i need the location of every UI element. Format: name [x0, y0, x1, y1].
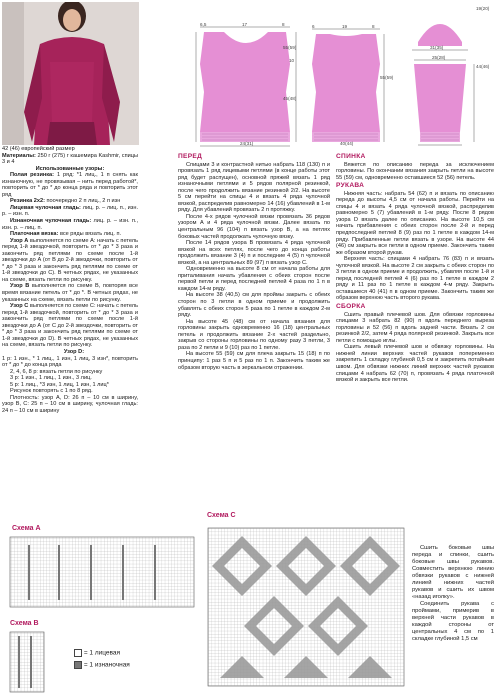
schema-b-chart [8, 630, 48, 696]
sleeve-label: 44(46) [476, 64, 490, 69]
rib-2x2: поочередно 2 п лиц., 2 п изн [46, 198, 121, 205]
assembly-text: Сшить левый плечевой шов и обвязку горловины. На нижней линии верхних частей рукавов попеременно закрепить 1 складку глубиной 0,5 см и закрепить потайным швом. Для обвязки нижних линий верхних частей рукавов спицами 4 набрать 62 (70) п, провязать 4 ряда платочной вязкой и закрыть все петли. [336, 344, 494, 384]
front-stitch-icon [74, 649, 82, 657]
front-top-label: 17 [242, 22, 248, 27]
front-text: Спицами 3 и контрастной нитью набрать 118 (130) п и провязать 1 ряд лицевыми петлями (в конце работы этот ряд будет распущен), основной пряжей вязать 1 ряд изнаночными петлями и 5 рядов полярной резинкой, после чего продолжить вязание резинкой 2/2. На высоте 5 см перейти на спицы 4 и вязать 4 ряда чулочной вязкой, распределив равномерно 14 (16) убавлений в 1-м ряду. Для убавлений провязать 2 п протяжку. [178, 161, 330, 214]
assembly-title: СБОРКА [336, 303, 366, 311]
schema-c-chart [202, 522, 408, 698]
density: Плотность: узор А, D: 26 п – 10 см в ширину, узор В, С: 25 п – 10 см в ширину, чулочная гладь: 24 п – 10 см в ширину [2, 394, 138, 414]
schema-a-title: Схема А [12, 525, 41, 532]
front-side-label: 55(59) [283, 45, 297, 50]
reverse-stockinette: лиц. р. – изн. п., изн. р. – лиц. п. [2, 218, 139, 231]
assembly-text: Сшить правый плечевой шов. Для обвязки горловины спицами 3 набрать 82 (90) п вдоль переднего выреза горловины и 52 (56) п вдоль задней части. Вязать 2 см резинкой 2/2, затем 4 ряда полярной резинкой. Закрыть все петли с помощью иглы. [336, 311, 494, 344]
assembly-text: Соединить рукава с проймами, примерив в верхней части рукавов в каждой стороны от центральных 4 см по 1 складке глубиной 1,5 см [412, 601, 494, 642]
garter: все ряды вязать лиц. п. [59, 231, 122, 238]
polar-rib: 1 ряд: *1 лиц., 1 п снять как изнаночную, не провязывая – нить перед работой*, повторить от * до * до конца ряда и повторить этот ряд [2, 172, 138, 198]
column-2 [178, 152, 330, 371]
pattern-a: выполняется по схеме А: начать с петель перед 1-й звездочкой, повторить от * до * 3 раза и закончить ряд петлями по схеме после 1-й звездочки до А (от В до 2-й звездочки, повторить от * до * 3 раза и закончить ряд петлями по схеме от 1-й звездочки до С). В четных рядах, не указанных на схеме, вязать петли по рисунку. [2, 237, 138, 283]
sleeves-upper-text: Верхняя часть: спицами 4 набрать 76 (83) п и вязать чулочной вязкой. На высоте 2 см закрыть с обеих сторон по 3 петли в одном приеме и продолжить, убавляя после 1-й и перед последней петлей 4 (6) раз по 1 петле в каждом 2 ряду и 11 раз по 1 петле в каждом 4-м ряду. Закрыть оставшиеся 40 (41) п в одном приеме. Закончить таким же образом верхнюю часть второго рукава. [336, 256, 494, 302]
purl-stitch-icon [74, 661, 82, 669]
back-side-label: 40(44) [340, 141, 354, 146]
back-text: Вяжется по описанию переда за исключением горловины. По окончании вязания закрыть петли на высоте 55 (59) см, одновременно оставшиеся 52 (56) петель. [336, 161, 494, 181]
back-top-label: 19 [342, 24, 348, 29]
back-side-label: 55(59) [380, 75, 394, 80]
front-text: На высоте 38 (40,5) см для проймы закрыть с обеих сторон по 3 петли в одном приеме и продолжить убавлять с обеих сторон 5 раза по 1 петле в каждом 2-м ряду. [178, 292, 330, 319]
front-text: Одновременно на высоте 8 см от начала работы для приталивания начать убавления с обеих сторон после первой петли и перед последней петлей 4 раза по 1 п в каждом 14-м ряду. [178, 266, 330, 292]
front-top-label: 8 [282, 22, 285, 27]
patterns-title: Использованные узоры: [35, 165, 105, 172]
front-title: ПЕРЕД [178, 153, 203, 160]
sleeve-schematic [388, 2, 494, 150]
sleeve-label: 31(35) [430, 45, 444, 50]
schema-b-title: Схема В [10, 620, 39, 627]
front-text: На высоте 45 (48) см от начала вязания для горловины закрыть одновременно 16 (18) центральных петель и продолжить вязание 2-х частей раздельно, закрыв со стороны горловины по одному разу 3 петли, 3 раза по 2 петли и 9 (10) раз по 1 петле. [178, 318, 330, 351]
sleeve-label: 19(20) [476, 6, 490, 11]
stockinette: лиц. р. – лиц. п., изн. р. – изн. п. [2, 204, 139, 218]
front-side-label: 10 [289, 58, 295, 63]
assembly-text: Сшить боковые швы переда и спинки, сшить боковые швы рукавов. Совместить верхнюю линию обвязки рукавов с нижней линией нижних частей рукавов и сшить их швом «назад иголку». [412, 545, 494, 600]
pattern-b: выполняется по схеме В, повторяя все время вязание петель от * до *. В четных рядах, не указанных на схеме, вязать петли по рисунку. [2, 283, 138, 303]
pattern-d-line: 5 р: 1 лиц., *3 изн, 1 лиц, 1 изн, 1 лиц* [10, 381, 109, 388]
model-photo [2, 2, 139, 145]
schema-c-title: Схема С [207, 512, 236, 519]
column-3 [336, 152, 494, 384]
front-bottom-label: 24(31) [240, 141, 254, 146]
back-top-label: 8 [372, 24, 375, 29]
front-text: После 4-х рядов чулочной вязки провязать 36 рядов узором А и 4 ряда чулочной вязки. Далее вязать по центральным 96 (104) п вязать узор В, а на петлях боковых частей продолжать чулочную вязку. [178, 213, 330, 240]
column-1: 42 (46) европейский размер Материалы: 250 г (275) г кашемира Kashmir, спицы 3 и 4 Использованные узоры: Полая резинка: 1 ряд: *1 лиц., 1 п снять как изнаночную, не провязывая – нить перед работой*, повторить от * до * до конца ряда и повторить этот ряд Резинка 2x2: поочередно 2 п лиц., 2 п изн Лицевая чулочная гладь: лиц. р. – лиц. п., изн. р. – изн. п. Изнаночная чулочная гладь: лиц. р. – изн. п., изн. р. – лиц. п. Платочная вязка: все ряды вязать лиц. п. Узор А выполняется по схеме А: начать с петель перед 1-й звездочкой, повторить от * до * 3 раза и закончить ряд петлями по схеме после 1-й звездочки до А (от В до 2-й звездочки, повторить от * до * 3 раза и закончить ряд петлями по схеме от 1-й звездочки до С). В четных рядах, не указанных на схеме, вязать петли по рисунку. Узор B выполняется по схеме В, повторяя все время вязание петель от * до *. В четных рядах, не указанных на схеме, вязать петли по рисунку. Узор C выполняется по схеме С: начать с петель перед 1-й звездочкой, повторить от * до * 3 раза и закончить ряд петлями по схеме после 1-й звездочки до А (от С до 2-й звездочки, повторить от * до * 3 раза и закончить ряд петлями по схеме от 1-й звездочки до D). В четных рядах, не указанных на схеме, вязать петли по рисунку. Узор D: 1 р: 1 изн., * 1 лиц., 1 изн, 1 лиц, 3 изн*, повторить от * до * до конца ряда 2, 4, 6, 8 р: вязать петли по рисунку 3 р: 1 изн., 1 лиц., 1 изн., 3 лиц. 5 р: 1 лиц., *3 изн, 1 лиц, 1 изн, 1 лиц* Рисунок повторять с 1 по 8 ряд. Плотность: узор А, D: 26 п – 10 см в ширину, узор В, С: 25 п – 10 см в ширину, чулочная гладь: 24 п – 10 см в ширину [2, 146, 139, 414]
front-text: После 14 рядов узора В провязать 4 ряда чулочной вязкой на всех петлях, после чего до конца работы продолжить вязание 3 (4) п и последние 4 (5) п чулочной вязкой, а на центральных 89 (97) п вязать узор С. [178, 240, 330, 266]
size-line: 42 (46) европейский размер [2, 146, 75, 152]
sleeves-text: Нижняя часть: набрать 54 (62) п и вязать по описанию переда до высоты 4,5 см от начала работы. Перейти на спицы 4 и вязать 4 ряда чулочной вязкой, распределив равномерно 5 (7) убавлений в 1-м ряду. После 8 рядов узора D вязать далее по описанию. На высоте 10,5 см начать прибавления с обеих сторон после 2-й и перед предпоследней петлей 8 (9) раз по 1 петле в каждом 14-м ряду. Прибавленные петли вязать в узоре. На высоте 44 (46) см закрыть все петли в одном приеме. Закончить таким же образом второй рукав. [336, 190, 494, 256]
pattern-d-title: Узор D: [63, 348, 85, 355]
front-side-label: 45(48) [283, 96, 297, 101]
pattern-d-line: 3 р: 1 изн., 1 лиц., 1 изн., 3 лиц. [10, 375, 92, 382]
pattern-d-line: 1 р: 1 изн., * 1 лиц., 1 изн, 1 лиц, 3 изн*, повторить от * до * до конца ряда [2, 355, 138, 369]
pattern-d-line: 2, 4, 6, 8 р: вязать петли по рисунку [10, 368, 103, 375]
pattern-c: выполняется по схеме С: начать с петель перед 1-й звездочкой, повторить от * до * 3 раза и закончить ряд петлями по схеме после 1-й звездочки до А (от С до 2-й звездочки, повторить от * до * 3 раза и закончить ряд петлями по схеме от 1-й звездочки до D). В четных рядах, не указанных на схеме, вязать петли по рисунку. [2, 303, 138, 349]
back-title: СПИНКА [336, 153, 366, 160]
front-top-label: 6,5 [200, 22, 207, 27]
column-3-bottom [412, 545, 494, 643]
legend-front: = 1 лицевая [74, 649, 120, 657]
sleeves-title: РУКАВА [336, 182, 365, 190]
sleeve-label: 25(28) [432, 55, 446, 60]
schema-a-chart [8, 535, 196, 613]
front-text: На высоте 55 (59) см для плеча закрыть 15 (18) п по принципу: 1 раз 5 п и 5 раз по 1 п. Закончить таким же образом вторую часть в зеркальном отражении. [178, 351, 330, 371]
back-top-label: 6 [312, 24, 315, 29]
materials: 250 г (275) г кашемира Kashmir, спицы 3 и 4 [2, 152, 138, 166]
pattern-d-line: Рисунок повторять с 1 по 8 ряд. [10, 388, 93, 395]
legend-purl: = 1 изнаночная [74, 661, 130, 669]
